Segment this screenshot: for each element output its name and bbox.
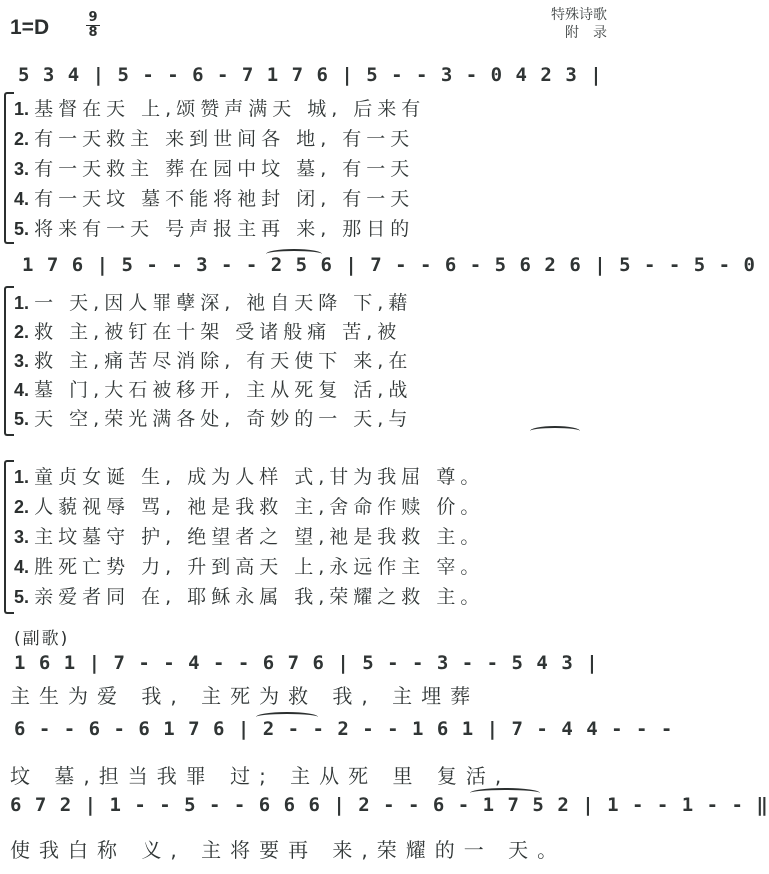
melody-line-2: 1 7 6 | 5 - - 3 - - 2 5 6 | 7 - - 6 - 5 6 2 6 | 5 - - 5 - 0: [22, 254, 756, 276]
verse-row: 1. 童贞女诞 生, 成为人样 式,甘为我屈 尊。: [14, 466, 485, 488]
verse-row: 2. 有一天救主 来到世间各 地, 有一天: [14, 128, 415, 150]
category-label: [551, 6, 607, 42]
chorus-melody-3: 6 7 2 | 1 - - 5 - - 6 6 6 | 2 - - 6 - 1 7 5 2 | 1 - - 1 - - ‖: [10, 794, 769, 816]
category-subtitle: 附 录: [565, 25, 607, 41]
verses-block-2: [14, 288, 412, 433]
time-signature: [86, 12, 100, 39]
verse-row: 3. 救 主,痛苦尽消除, 有天使下 来,在: [14, 350, 413, 372]
meter-bottom: 8: [88, 25, 98, 40]
chorus-melody-2: 6 - - 6 - 6 1 7 6 | 2 - - 2 - - 1 6 1 | 7 - 4 4 - - -: [14, 718, 674, 740]
verse-row: 2. 救 主,被钉在十架 受诸般痛 苦,被: [14, 321, 402, 343]
verse-row: 2. 人藐视辱 骂, 祂是我救 主,舍命作赎 价。: [14, 496, 485, 518]
chorus-lyrics-3: 使我白称 义, 主将要再 来,荣耀的一 天。: [10, 838, 567, 862]
category-title: 特殊诗歌: [551, 7, 607, 23]
verse-row: 5. 天 空,荣光满各处, 奇妙的一 天,与: [14, 408, 413, 430]
verse-row: 3. 有一天救主 葬在园中坟 墓, 有一天: [14, 158, 415, 180]
key-signature: 1=D: [10, 16, 50, 39]
verse-row: 3. 主坟墓守 护, 绝望者之 望,祂是我救 主。: [14, 526, 485, 548]
chorus-lyrics-1: 主生为爱 我, 主死为救 我, 主埋葬: [10, 684, 480, 708]
verses-block-3: [14, 462, 484, 612]
melody-line-1: 5 3 4 | 5 - - 6 - 7 1 7 6 | 5 - - 3 - 0 4 2 3 |: [18, 64, 603, 86]
tie-arc: [530, 426, 580, 436]
verse-row: 1. 基督在天 上,颂赞声满天 城, 后来有: [14, 98, 426, 120]
verse-row: 5. 将来有一天 号声报主再 来, 那日的: [14, 218, 415, 240]
verse-row: 4. 有一天坟 墓不能将祂封 闭, 有一天: [14, 188, 415, 210]
chorus-lyrics-2: 坟 墓,担当我罪 过; 主从死 里 复活,: [10, 764, 511, 788]
verse-bracket-3: [4, 460, 14, 614]
verse-bracket-2: [4, 286, 14, 436]
verse-row: 4. 墓 门,大石被移开, 主从死复 活,战: [14, 379, 413, 401]
chorus-melody-1: 1 6 1 | 7 - - 4 - - 6 7 6 | 5 - - 3 - - 5 4 3 |: [14, 652, 599, 674]
chorus-label: (副歌): [14, 629, 70, 649]
meter-top: 9: [88, 10, 98, 25]
verses-block-1: [14, 94, 425, 244]
verse-row: 5. 亲爱者同 在, 耶稣永属 我,荣耀之救 主。: [14, 586, 485, 608]
verse-bracket-1: [4, 92, 14, 244]
verse-row: 4. 胜死亡势 力, 升到高天 上,永远作主 宰。: [14, 556, 485, 578]
verse-row: 1. 一 天,因人罪孽深, 祂自天降 下,藉: [14, 292, 413, 314]
